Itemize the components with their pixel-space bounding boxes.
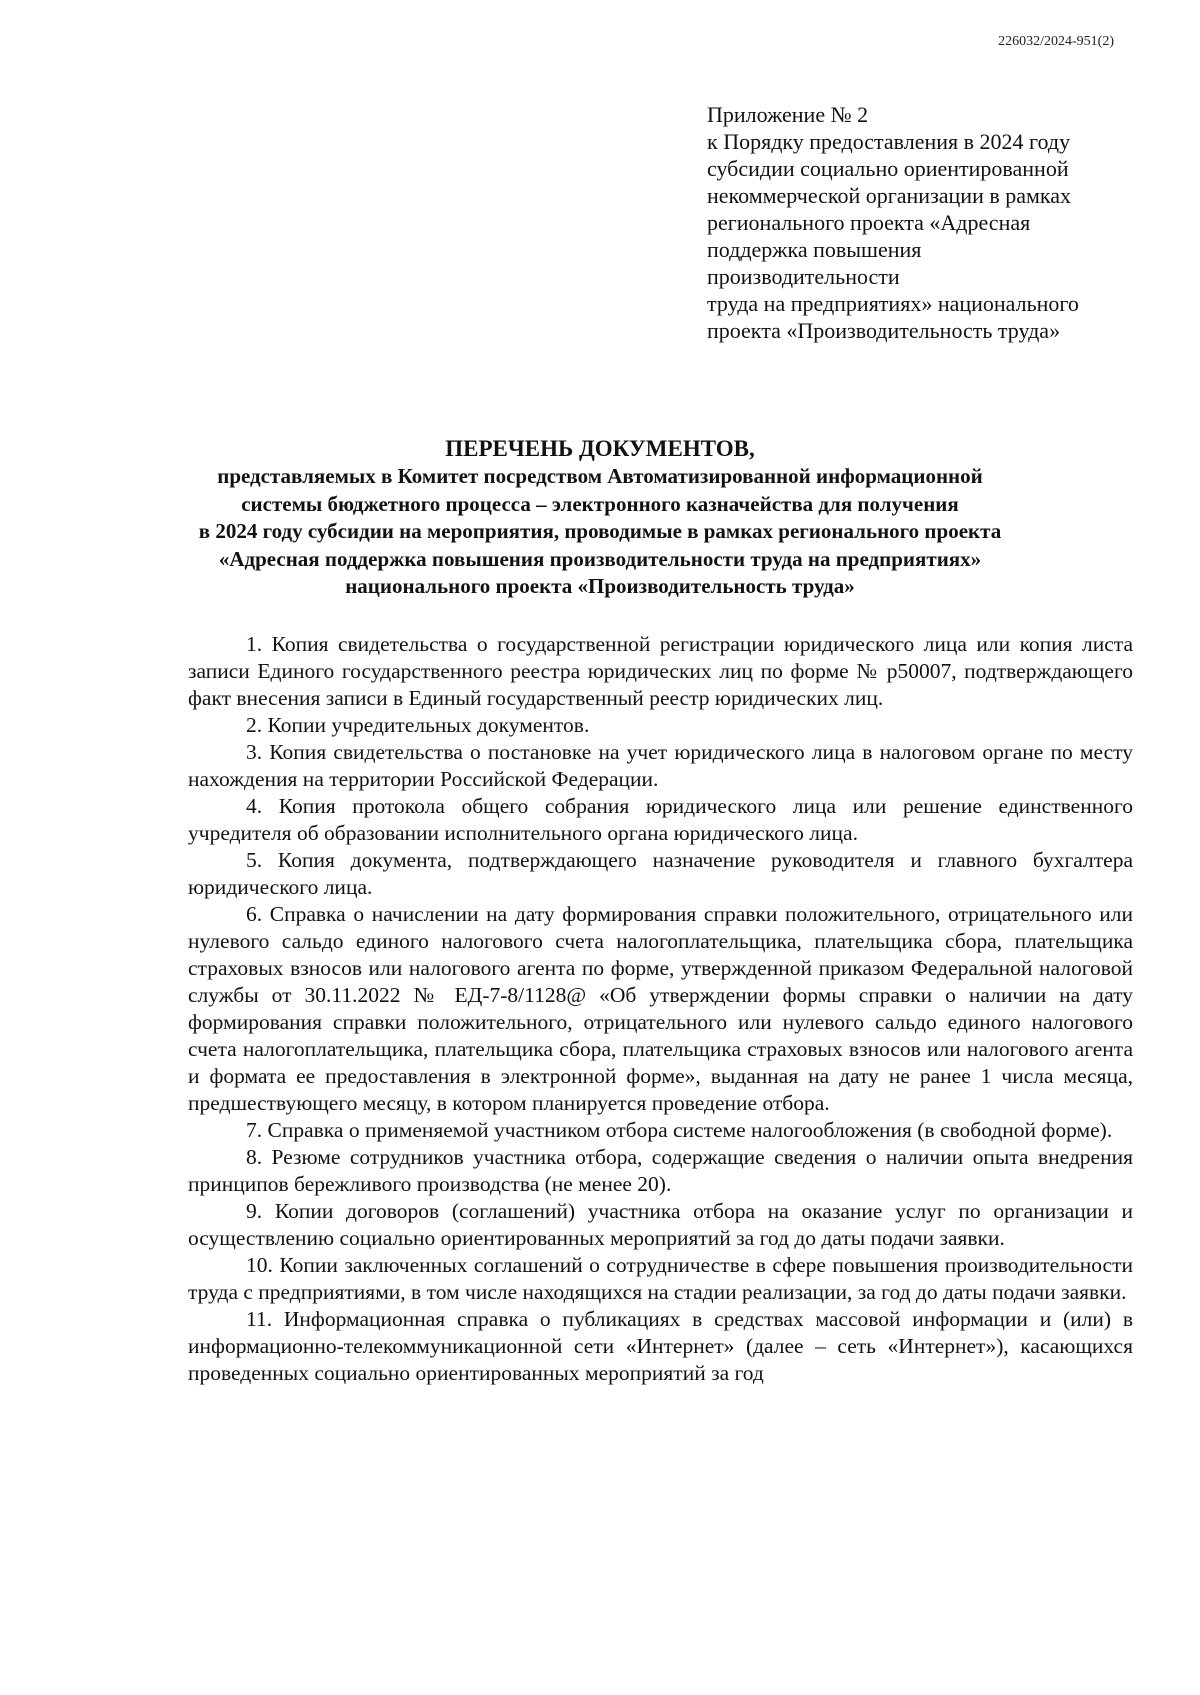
list-item: 3. Копия свидетельства о постановке на учет юридического лица в налоговом органе по месту нахождения на территории Российской Федерации. — [188, 740, 1133, 791]
subtitle-line: в 2024 году субсидии на мероприятия, проводимые в рамках регионального проекта — [198, 519, 1002, 543]
appendix-line: производительности — [707, 264, 900, 289]
list-item: 10. Копии заключенных соглашений о сотрудничестве в сфере повышения производительности труда с предприятиями, в том числе находящихся на стадии реализации, за год до даты подачи заявки. — [188, 1253, 1133, 1304]
appendix-line: труда на предприятиях» национального — [707, 291, 1079, 316]
appendix-line: Приложение № 2 — [707, 102, 869, 127]
appendix-header — [707, 101, 1127, 344]
appendix-line: регионального проекта «Адресная — [707, 210, 1031, 235]
appendix-line: поддержка повышения — [707, 237, 922, 262]
appendix-line: некоммерческой организации в рамках — [707, 183, 1072, 208]
appendix-line: к Порядку предоставления в 2024 году — [707, 129, 1071, 154]
document-title-block — [150, 435, 1050, 601]
list-item: 9. Копии договоров (соглашений) участника отбора на оказание услуг по организации и осуществлению социально ориентированных мероприятий за год до даты подачи заявки. — [188, 1199, 1133, 1250]
list-item: 5. Копия документа, подтверждающего назначение руководителя и главного бухгалтера юридического лица. — [188, 848, 1133, 899]
list-item: 11. Информационная справка о публикациях в средствах массовой информации и (или) в информационно-телекоммуникационной сети «Интернет» (далее – сеть «Интернет»), касающихся проведенных социально ориентированных мероприятий за год — [188, 1307, 1133, 1385]
list-item: 6. Справка о начислении на дату формирования справки положительного, отрицательного или нулевого сальдо единого налогового счета налогоплательщика, плательщика сбора, плательщика страховых взносов или налогового агента по форме, утвержденной приказом Федеральной налоговой службы от 30.11.2022 № ЕД-7-8/1128@ «Об утверждении формы справки о наличии на дату формирования справки положительного, отрицательного или нулевого сальдо единого налогового счета налогоплательщика, плательщика сбора, плательщика страховых взносов или налогового агента и формата ее предоставления в электронной форме», выданная на дату не ранее 1 числа месяца, предшествующего месяцу, в котором планируется проведение отбора. — [188, 902, 1133, 1115]
subtitle-line: национального проекта «Производительность труда» — [345, 574, 855, 598]
subtitle-line: «Адресная поддержка повышения производительности труда на предприятиях» — [218, 546, 982, 571]
list-item: 2. Копии учредительных документов. — [246, 713, 590, 737]
subtitle-line: системы бюджетного процесса – электронного казначейства для получения — [241, 491, 959, 516]
document-title: ПЕРЕЧЕНЬ ДОКУМЕНТОВ, — [445, 436, 755, 461]
appendix-line: проекта «Производительность труда» — [707, 318, 1061, 343]
documents-list — [188, 631, 1133, 1387]
list-item: 1. Копия свидетельства о государственной регистрации юридического лица или копия листа записи Единого государственного реестра юридических лиц по форме № р50007, подтверждающего факт внесения записи в Единый государственный реестр юридических лиц. — [188, 632, 1133, 710]
list-item: 8. Резюме сотрудников участника отбора, содержащие сведения о наличии опыта внедрения принципов бережливого производства (не менее 20). — [188, 1145, 1133, 1196]
subtitle-line: представляемых в Комитет посредством Автоматизированной информационной — [217, 464, 983, 488]
list-item: 4. Копия протокола общего собрания юридического лица или решение единственного учредителя об образовании исполнительного органа юридического лица. — [188, 794, 1133, 845]
appendix-line: субсидии социально ориентированной — [707, 156, 1069, 181]
document-registration-number: 226032/2024-951(2) — [998, 34, 1114, 49]
document-subtitle — [150, 463, 1050, 601]
list-item: 7. Справка о применяемой участником отбора системе налогообложения (в свободной форме). — [246, 1118, 1113, 1142]
